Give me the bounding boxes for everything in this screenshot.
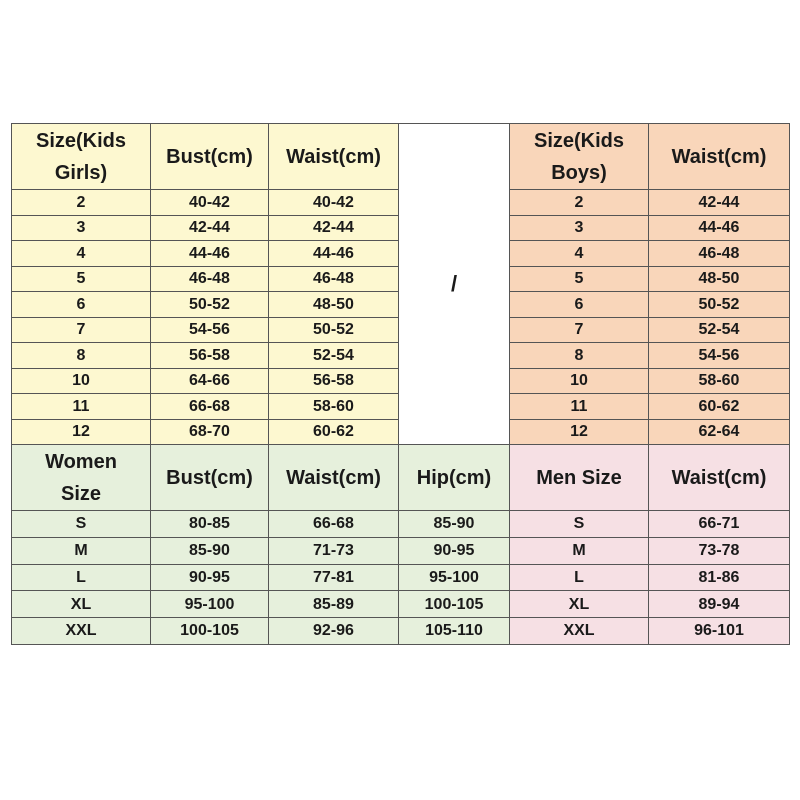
boys-cell-text: 12 (570, 423, 588, 441)
boys-header-0-text: Size(Kids Boys) (533, 129, 625, 184)
boys-cell-text: 2 (574, 193, 584, 211)
women-cell (151, 511, 269, 538)
boys-cell (649, 241, 790, 267)
girls-cell (12, 419, 151, 445)
girls-cell (269, 190, 399, 216)
boys-cell (510, 292, 649, 318)
girls-cell (12, 394, 151, 420)
girls-cell-text: 10 (72, 372, 90, 390)
women-header-2-text: Waist(cm) (286, 466, 381, 489)
girls-cell-text: 68-70 (189, 423, 230, 441)
men-cell-text: 66-71 (698, 515, 740, 533)
girls-header-0 (12, 124, 151, 190)
women-header-0 (12, 445, 151, 511)
women-cell (151, 618, 269, 645)
girls-header-1-text: Bust(cm) (166, 145, 253, 168)
women-cell (12, 537, 151, 564)
adult-table-row (12, 618, 790, 645)
boys-cell (649, 215, 790, 241)
girls-cell-text: 56-58 (313, 372, 354, 390)
men-cell (510, 511, 649, 538)
girls-cell-text: 2 (76, 193, 86, 211)
girls-cell-text: 46-48 (313, 270, 354, 288)
girls-cell-text: 7 (76, 321, 86, 339)
boys-header-0 (510, 124, 649, 190)
men-cell-text: 73-78 (698, 542, 740, 560)
men-cell (510, 537, 649, 564)
women-cell (269, 537, 399, 564)
boys-cell (649, 317, 790, 343)
boys-cell (649, 266, 790, 292)
boys-cell (510, 215, 649, 241)
men-cell (510, 564, 649, 591)
girls-cell (269, 215, 399, 241)
boys-header-1 (649, 124, 790, 190)
girls-cell-text: 44-46 (189, 244, 230, 262)
boys-cell (510, 317, 649, 343)
men-cell-text: L (574, 568, 584, 586)
women-cell (399, 618, 510, 645)
women-header-3-text: Hip(cm) (416, 466, 492, 489)
women-cell-text: 80-85 (189, 515, 230, 533)
women-cell (12, 591, 151, 618)
girls-cell-text: 56-58 (189, 346, 230, 364)
girls-cell (151, 394, 269, 420)
women-cell-text: 90-95 (433, 542, 475, 560)
men-cell-text: XXL (563, 622, 595, 640)
girls-cell-text: 6 (76, 295, 86, 313)
women-cell (399, 591, 510, 618)
men-cell-text: M (572, 542, 586, 560)
girls-cell-text: 11 (72, 397, 90, 415)
adult-header-row (12, 445, 790, 511)
size-chart (11, 123, 790, 645)
girls-cell (12, 292, 151, 318)
boys-cell-text: 42-44 (698, 193, 740, 211)
girls-cell (269, 266, 399, 292)
girls-cell-text: 3 (76, 219, 86, 237)
boys-cell-text: 5 (574, 270, 584, 288)
women-cell-text: L (76, 568, 86, 586)
women-cell-text: 95-100 (184, 595, 235, 613)
girls-cell (151, 266, 269, 292)
kids-header-row (12, 124, 790, 190)
boys-cell-text: 62-64 (698, 423, 740, 441)
adult-table-row (12, 537, 790, 564)
boys-cell-text: 10 (570, 372, 588, 390)
women-cell-text: 85-90 (433, 515, 475, 533)
women-header-1-text: Bust(cm) (166, 466, 253, 489)
girls-cell (12, 266, 151, 292)
boys-cell-text: 3 (574, 219, 584, 237)
girls-cell (151, 317, 269, 343)
women-cell-text: S (75, 515, 87, 533)
men-header-1-text: Waist(cm) (671, 466, 767, 489)
boys-cell-text: 11 (570, 397, 588, 415)
women-header-2 (269, 445, 399, 511)
girls-cell-text: 40-42 (189, 193, 230, 211)
girls-header-2 (269, 124, 399, 190)
girls-cell-text: 50-52 (189, 295, 230, 313)
boys-cell (510, 241, 649, 267)
women-header-1 (151, 445, 269, 511)
men-cell-text: 96-101 (694, 622, 744, 640)
boys-cell (510, 368, 649, 394)
boys-cell-text: 54-56 (698, 346, 740, 364)
boys-cell (510, 190, 649, 216)
girls-cell-text: 5 (76, 270, 86, 288)
girls-cell (12, 317, 151, 343)
boys-cell-text: 7 (574, 321, 584, 339)
girls-cell-text: 52-54 (313, 346, 354, 364)
girls-cell-text: 66-68 (189, 397, 230, 415)
boys-cell (649, 419, 790, 445)
women-cell-text: 71-73 (313, 542, 354, 560)
women-header-0-text: Women Size (45, 450, 117, 505)
girls-cell-text: 60-62 (313, 423, 354, 441)
women-cell-text: 105-110 (425, 622, 483, 640)
adult-table-row (12, 591, 790, 618)
women-cell-text: 100-105 (424, 595, 484, 613)
men-cell (510, 591, 649, 618)
women-cell-text: 85-89 (313, 595, 354, 613)
girls-cell-text: 50-52 (313, 321, 354, 339)
girls-cell (12, 215, 151, 241)
boys-cell (649, 368, 790, 394)
girls-cell-text: 48-50 (313, 295, 354, 313)
women-cell-text: 90-95 (189, 568, 230, 586)
girls-cell-text: 64-66 (189, 372, 230, 390)
boys-cell-text: 8 (574, 346, 584, 364)
boys-cell-text: 46-48 (698, 244, 740, 262)
women-cell (12, 564, 151, 591)
girls-cell (151, 419, 269, 445)
men-cell (510, 618, 649, 645)
women-cell (12, 618, 151, 645)
women-cell-text: 100-105 (180, 622, 239, 640)
boys-cell-text: 6 (574, 295, 584, 313)
girls-cell (269, 368, 399, 394)
girls-cell (269, 419, 399, 445)
girls-cell-text: 40-42 (313, 193, 354, 211)
men-cell-text: S (573, 515, 585, 533)
girls-cell (151, 241, 269, 267)
women-cell (399, 511, 510, 538)
girls-cell (12, 241, 151, 267)
girls-cell-text: 8 (76, 346, 86, 364)
women-cell (269, 591, 399, 618)
women-cell-text: 66-68 (313, 515, 354, 533)
girls-cell-text: 42-44 (313, 219, 354, 237)
women-header-3 (399, 445, 510, 511)
boys-cell-text: 48-50 (698, 270, 740, 288)
men-cell (649, 537, 790, 564)
men-cell (649, 591, 790, 618)
women-cell (399, 537, 510, 564)
women-cell (151, 591, 269, 618)
girls-cell (12, 190, 151, 216)
men-header-1 (649, 445, 790, 511)
women-cell-text: 85-90 (189, 542, 230, 560)
boys-cell (510, 343, 649, 369)
boys-cell (510, 394, 649, 420)
women-cell-text: 95-100 (429, 568, 479, 586)
girls-cell (151, 292, 269, 318)
girls-cell (12, 343, 151, 369)
girls-cell-text: 12 (72, 423, 90, 441)
girls-cell (151, 368, 269, 394)
men-cell (649, 564, 790, 591)
girls-cell-text: 42-44 (189, 219, 230, 237)
girls-cell-text: 44-46 (313, 244, 354, 262)
men-cell (649, 618, 790, 645)
women-cell (399, 564, 510, 591)
men-header-0 (510, 445, 649, 511)
men-cell-text: XL (568, 595, 590, 613)
men-cell-text: 89-94 (698, 595, 740, 613)
girls-cell (151, 343, 269, 369)
women-cell-text: 92-96 (313, 622, 354, 640)
girls-cell (151, 190, 269, 216)
boys-cell-text: 44-46 (698, 219, 740, 237)
girls-cell (151, 215, 269, 241)
boys-cell-text: 4 (574, 244, 584, 262)
boys-cell-text: 52-54 (698, 321, 740, 339)
girls-cell (269, 394, 399, 420)
women-cell (269, 618, 399, 645)
size-chart-table (11, 123, 790, 645)
boys-cell (510, 419, 649, 445)
boys-cell (510, 266, 649, 292)
girls-header-0-text: Size(Kids Girls) (35, 129, 127, 184)
girls-cell (269, 241, 399, 267)
boys-cell (649, 190, 790, 216)
girls-cell-text: 54-56 (189, 321, 230, 339)
women-cell (269, 564, 399, 591)
adult-table-row (12, 511, 790, 538)
boys-cell (649, 394, 790, 420)
women-cell-text: 77-81 (313, 568, 354, 586)
girls-cell-text: 4 (76, 244, 86, 262)
girls-header-1 (151, 124, 269, 190)
blank-placeholder-cell (399, 124, 510, 445)
boys-cell (649, 292, 790, 318)
women-cell-text: XXL (65, 622, 97, 640)
adult-table-row (12, 564, 790, 591)
women-cell (12, 511, 151, 538)
boys-cell-text: 58-60 (698, 372, 740, 390)
men-header-0-text: Men Size (536, 466, 622, 489)
men-cell-text: 81-86 (698, 568, 740, 586)
women-cell-text: XL (70, 595, 92, 613)
boys-header-1-text: Waist(cm) (671, 145, 767, 168)
women-cell-text: M (74, 542, 88, 560)
women-cell (151, 537, 269, 564)
men-cell (649, 511, 790, 538)
girls-cell (12, 368, 151, 394)
girls-cell-text: 46-48 (189, 270, 230, 288)
boys-cell (649, 343, 790, 369)
women-cell (151, 564, 269, 591)
girls-cell (269, 317, 399, 343)
boys-cell-text: 60-62 (698, 397, 740, 415)
women-cell (269, 511, 399, 538)
boys-cell-text: 50-52 (698, 295, 740, 313)
girls-header-2-text: Waist(cm) (286, 145, 381, 168)
girls-cell-text: 58-60 (313, 397, 354, 415)
girls-cell (269, 343, 399, 369)
girls-cell (269, 292, 399, 318)
blank-placeholder-cell-text: / (450, 270, 458, 296)
